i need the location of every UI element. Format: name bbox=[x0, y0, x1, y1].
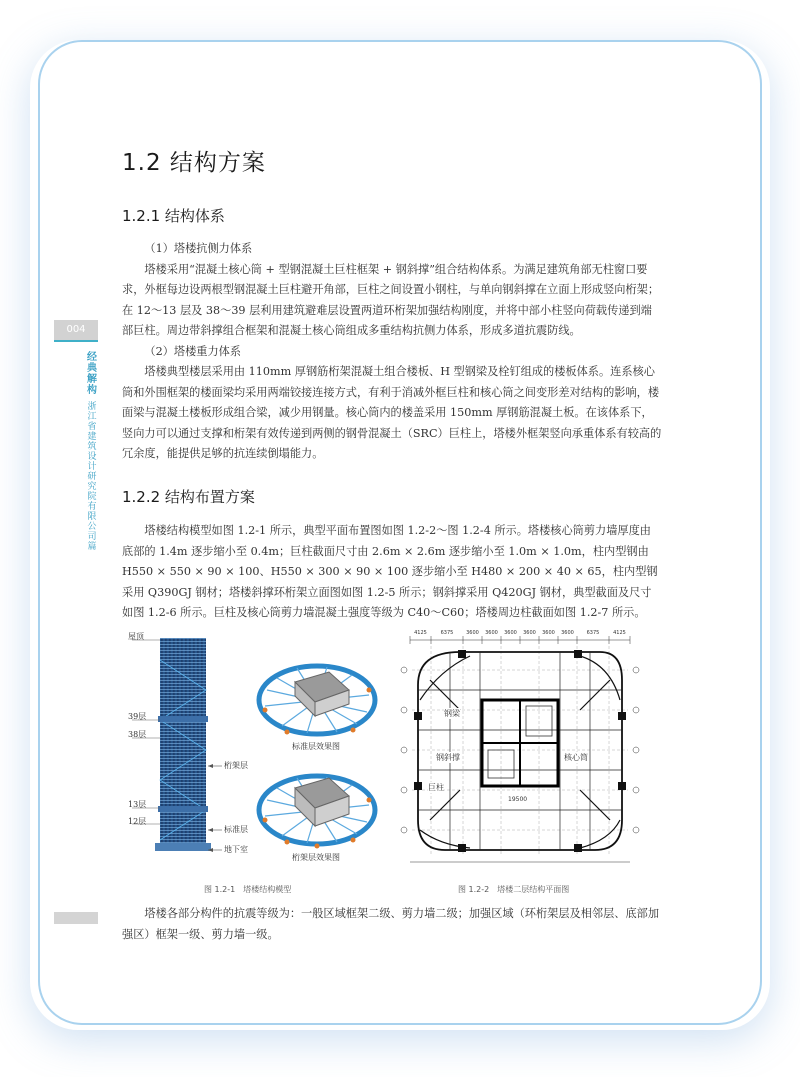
section-title: 1.2 结构方案 bbox=[122, 150, 266, 176]
label-standard-render: 标准层效果图 bbox=[292, 742, 340, 751]
label-floor-39: 39层 bbox=[128, 712, 147, 721]
dim-top-10: 4125 bbox=[613, 630, 626, 636]
page-number: 004 bbox=[54, 320, 98, 340]
dim-top-8: 3600 bbox=[561, 630, 574, 636]
label-standard-floor: 标准层 bbox=[224, 825, 248, 834]
sidebar-series-title: 经典解构 bbox=[87, 352, 97, 396]
dim-top-4: 3600 bbox=[485, 630, 498, 636]
subsection-title-layout: 1.2.2 结构布置方案 bbox=[122, 488, 255, 506]
dim-top-6: 3600 bbox=[523, 630, 536, 636]
dim-top-9: 6375 bbox=[586, 630, 600, 636]
closing-text: 塔楼各部分构件的抗震等级为：一般区域框架二级、剪力墙二级；加强区域（环桁架层及相邻层、底部加强区）框架一级、剪力墙一级。 bbox=[122, 907, 660, 941]
label-floor-38: 38层 bbox=[128, 730, 147, 739]
dim-top-5: 3600 bbox=[504, 630, 517, 636]
item1-text: 塔楼采用“混凝土核心筒 + 型钢混凝土巨柱框架 + 钢斜撑”组合结构体系。为满足建筑角部无柱窗口要求，外框每边设两根型钢混凝土巨柱避开角部，巨柱之间设置小钢柱，与单向钢斜撑在立面上形成竖向桁架；在 12～13 层及 38～39 层利用建筑避难层设置两道环桁架加强结构刚度，并将中部小柱竖向荷载传递到端部巨柱。周边带斜撑组合框架和混凝土核心筒组成多重结构抗侧力体系，形成多道抗震防线。 bbox=[122, 262, 660, 337]
structure-system-body bbox=[122, 239, 662, 465]
dim-top-2: 6375 bbox=[440, 630, 454, 636]
figure-floor-plan bbox=[400, 630, 640, 875]
label-steel-beam: 钢梁 bbox=[444, 709, 460, 718]
label-roof: 屋顶 bbox=[128, 632, 144, 641]
subsection-title-structure-system: 1.2.1 结构体系 bbox=[122, 207, 225, 225]
dim-top-7: 3600 bbox=[542, 630, 555, 636]
item2-heading: （2）塔楼重力体系 bbox=[144, 344, 242, 358]
label-steel-brace: 钢斜撑 bbox=[436, 753, 460, 762]
item1-heading: （1）塔楼抗侧力体系 bbox=[144, 242, 253, 255]
dim-top-3: 3600 bbox=[466, 630, 479, 636]
layout-text: 塔楼结构模型如图 1.2-1 所示，典型平面布置图如图 1.2-2～图 1.2-4 所示。塔楼核心筒剪力墙厚度由底部的 1.4m 逐步缩小至 0.4m；巨柱截面尺寸由 2.6m × 2.6m 逐步缩小至 1.0m × 1.0m，柱内型钢由 H550 × 550 × 90 × 100、H550 × 300 × 90 × 100 逐步缩小至 H480 × 200 × 40 × 65，柱内型钢采用 Q390GJ 钢材；塔楼斜撑环桁架立面图如图 1.2-5 所示；钢斜撑采用 Q420GJ 钢材，典型截面及尺寸如图 1.2-6 所示。巨柱及核心筒剪力墙混凝土强度等级为 C40～C60；塔楼周边柱截面如图 1.2-7 所示。 bbox=[122, 524, 658, 619]
top-dimension-row bbox=[410, 630, 630, 639]
label-truss-floor: 桁架层 bbox=[224, 761, 248, 770]
label-floor-12: 12层 bbox=[128, 817, 147, 826]
closing-body bbox=[122, 904, 662, 945]
label-basement: 地下室 bbox=[224, 845, 248, 854]
figure-1-caption: 图 1.2-1 塔楼结构模型 bbox=[204, 885, 292, 894]
dim-top-1: 4125 bbox=[414, 630, 427, 636]
figure-tower-model bbox=[122, 630, 387, 875]
sidebar-bottom-bar bbox=[54, 912, 98, 924]
page-number-underline bbox=[54, 340, 98, 342]
label-floor-13: 13层 bbox=[128, 800, 147, 809]
tower-model-graphic bbox=[122, 630, 387, 875]
layout-body bbox=[122, 521, 662, 624]
label-core-tube: 核心筒 bbox=[564, 753, 588, 762]
label-mega-column: 巨柱 bbox=[428, 783, 444, 792]
figure-2-caption: 图 1.2-2 塔楼二层结构平面图 bbox=[458, 885, 570, 894]
sidebar-org-name: 浙江省建筑设计研究院有限公司篇 bbox=[87, 402, 97, 552]
label-truss-render: 桁架层效果图 bbox=[292, 853, 340, 862]
label-span-dimension: 19500 bbox=[508, 796, 528, 803]
item2-text: 塔楼典型楼层采用由 110mm 厚钢筋桁架混凝土组合楼板、H 型钢梁及栓钉组成的楼板体系。连系核心筒和外围框架的楼面梁均采用两端铰接连接方式，有利于消减外框巨柱和核心筒之间变形差对结构的影响，楼面梁与混凝土楼板形成组合梁，减少用钢量。核心筒内的楼盖采用 150mm 厚钢筋混凝土板。在该体系下，竖向力可以通过支撑和桁架有效传递到两侧的钢骨混凝土（SRC）巨柱上，塔楼外框架竖向承重体系有较高的冗余度，能提供足够的抗连续倒塌能力。 bbox=[122, 365, 662, 460]
